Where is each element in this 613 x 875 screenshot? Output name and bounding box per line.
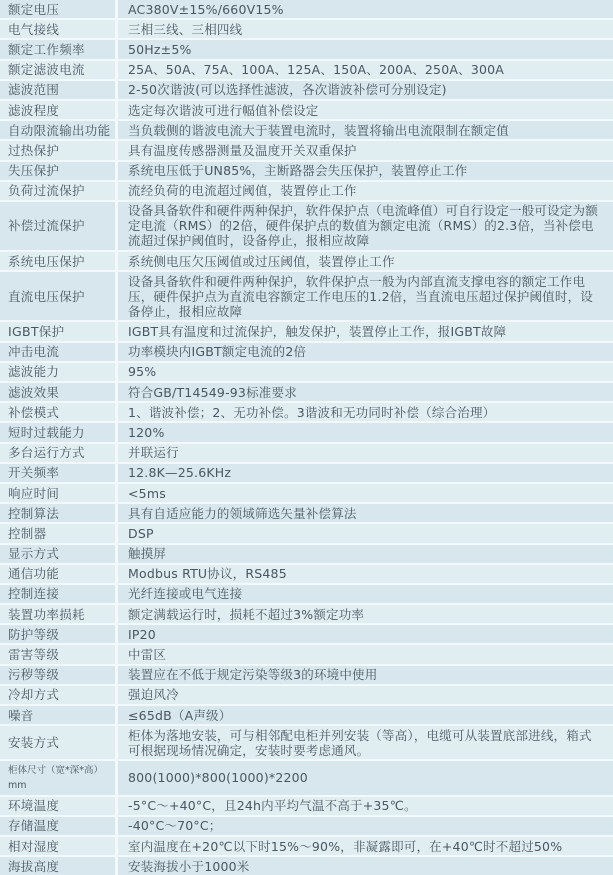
param-value: 当负载侧的谐波电流大于装置电流时，装置将输出电流限制在额定值 bbox=[128, 122, 510, 138]
table-row bbox=[0, 605, 613, 625]
param-value: DSP bbox=[128, 525, 154, 541]
param-value: 2-50次谐波(可以选择性滤波，各次谐波补偿可分别设定) bbox=[128, 82, 447, 98]
param-label: 失压保护 bbox=[0, 162, 118, 180]
param-value: IP20 bbox=[128, 626, 156, 642]
param-label: 系统电压保护 bbox=[0, 252, 118, 270]
param-label: 存储温度 bbox=[0, 817, 118, 835]
param-value: 室内温度在+20℃以下时15%～90%，非凝露即可，在+40℃时不超过50% bbox=[128, 838, 563, 854]
param-label: IGBT保护 bbox=[0, 322, 118, 340]
param-value: 安装海拔小于1000米 bbox=[128, 858, 250, 874]
param-label: 环境温度 bbox=[0, 797, 118, 815]
param-value: 强迫风冷 bbox=[128, 687, 179, 703]
param-label: 负荷过流保护 bbox=[0, 182, 118, 200]
param-value: 符合GB/T14549-93标准要求 bbox=[128, 384, 297, 400]
table-row bbox=[0, 0, 613, 20]
table-row bbox=[0, 141, 613, 161]
param-label: 控制算法 bbox=[0, 504, 118, 522]
param-value: 功率模块内IGBT额定电流的2倍 bbox=[128, 344, 307, 360]
param-label: 额定滤波电流 bbox=[0, 61, 118, 79]
param-label: 滤波能力 bbox=[0, 363, 118, 381]
param-label: 过热保护 bbox=[0, 141, 118, 159]
table-row bbox=[0, 383, 613, 403]
table-row bbox=[0, 686, 613, 706]
table-row bbox=[0, 343, 613, 363]
param-label: 多台运行方式 bbox=[0, 444, 118, 462]
table-row bbox=[0, 837, 613, 857]
param-value: 25A、50A、75A、100A、125A、150A、200A、250A、300A bbox=[128, 62, 505, 78]
table-row bbox=[0, 817, 613, 837]
param-label: 短时过载能力 bbox=[0, 423, 118, 441]
param-label: 控制连接 bbox=[0, 585, 118, 603]
param-value: 三相三线、三相四线 bbox=[128, 21, 243, 37]
table-row bbox=[0, 726, 613, 761]
param-label: 相对湿度 bbox=[0, 837, 118, 855]
param-label: 冲击电流 bbox=[0, 343, 118, 361]
param-value: IGBT具有温度和过流保护，触发保护，装置停止工作，报IGBT故障 bbox=[128, 324, 507, 340]
table-row bbox=[0, 524, 613, 544]
table-row bbox=[0, 545, 613, 565]
param-label: 污秽等级 bbox=[0, 666, 118, 684]
param-label: 滤波范围 bbox=[0, 81, 118, 99]
param-label: 补偿模式 bbox=[0, 403, 118, 421]
param-label: 补偿过流保护 bbox=[0, 202, 118, 250]
param-label: 柜体尺寸（宽*深*高）mm bbox=[0, 761, 118, 794]
param-label: 噪音 bbox=[0, 706, 118, 724]
param-label: 滤波效果 bbox=[0, 383, 118, 401]
param-value: 触摸屏 bbox=[128, 546, 167, 562]
table-row bbox=[0, 706, 613, 726]
table-row bbox=[0, 322, 613, 342]
param-value: 中雷区 bbox=[128, 647, 167, 663]
table-row bbox=[0, 797, 613, 817]
param-value: 柜体为落地安装，可与相邻配电柜并列安装（等高），电缆可从装置底部进线，箱式可根据现场情况确定，安装时要考虑通风。 bbox=[128, 727, 592, 758]
param-label: 电气接线 bbox=[0, 20, 118, 38]
table-row bbox=[0, 504, 613, 524]
param-value: 额定满载运行时，损耗不超过3%额定功率 bbox=[128, 606, 365, 622]
param-label: 额定电压 bbox=[0, 0, 118, 18]
param-value: 设备具备软件和硬件两种保护，软件保护点一般为内部直流支撑电容的额定工作电压，硬件保护点为直流电容额定工作电压的1.2倍，当直流电压超过保护阈值时，设备停止，报相应故障 bbox=[128, 273, 593, 319]
param-value: 50Hz±5% bbox=[128, 41, 192, 57]
param-value: 具有自适应能力的领域筛选矢量补偿算法 bbox=[128, 505, 357, 521]
param-value: 95% bbox=[128, 364, 157, 380]
table-row bbox=[0, 40, 613, 60]
table-row bbox=[0, 363, 613, 383]
table-row bbox=[0, 645, 613, 665]
table-row bbox=[0, 182, 613, 202]
param-value: 800(1000)*800(1000)*2200 bbox=[128, 770, 308, 786]
table-row bbox=[0, 81, 613, 101]
table-row bbox=[0, 61, 613, 81]
table-row bbox=[0, 20, 613, 40]
param-label: 防护等级 bbox=[0, 625, 118, 643]
param-value: -5°C～+40°C，且24h内平均气温不高于+35℃。 bbox=[128, 798, 417, 814]
table-row bbox=[0, 162, 613, 182]
param-value: 并联运行 bbox=[128, 445, 179, 461]
param-value: Modbus RTU协议，RS485 bbox=[128, 566, 287, 582]
param-value: 选定每次谐波可进行幅值补偿设定 bbox=[128, 102, 319, 118]
table-row bbox=[0, 423, 613, 443]
param-value: 流经负荷的电流超过阈值，装置停止工作 bbox=[128, 183, 357, 199]
param-value: <5ms bbox=[128, 485, 166, 501]
param-value: 具有温度传感器测量及温度开关双重保护 bbox=[128, 142, 357, 158]
param-value: 光纤连接或电气连接 bbox=[128, 586, 243, 602]
param-label: 安装方式 bbox=[0, 726, 118, 759]
table-row bbox=[0, 585, 613, 605]
param-label: 响应时间 bbox=[0, 484, 118, 502]
param-value: 120% bbox=[128, 424, 165, 440]
table-row bbox=[0, 625, 613, 645]
param-value: AC380V±15%/660V15% bbox=[128, 1, 284, 17]
table-row bbox=[0, 484, 613, 504]
table-row bbox=[0, 666, 613, 686]
param-label: 雷害等级 bbox=[0, 645, 118, 663]
param-label: 控制器 bbox=[0, 524, 118, 542]
param-label: 额定工作频率 bbox=[0, 40, 118, 58]
param-label: 冷却方式 bbox=[0, 686, 118, 704]
param-value: 12.8K—25.6KHz bbox=[128, 465, 232, 481]
param-label: 显示方式 bbox=[0, 545, 118, 563]
table-row bbox=[0, 403, 613, 423]
table-row bbox=[0, 121, 613, 141]
table-row bbox=[0, 857, 613, 875]
param-value: 装置应在不低于规定污染等级3的环境中使用 bbox=[128, 667, 378, 683]
table-row bbox=[0, 464, 613, 484]
table-row bbox=[0, 202, 613, 252]
param-value: 设备具备软件和硬件两种保护，软件保护点（电流峰值）可自行设定一般可设定为额定电流（RMS）的2倍，硬件保护点的数值为额定电流（RMS）的2.3倍，当补偿电流超过保护阈值时，设备停止，报相应故障 bbox=[128, 203, 598, 249]
param-value: 系统侧电压欠压阈值或过压阈值，装置停止工作 bbox=[128, 253, 395, 269]
param-value: 1、谐波补偿；2、无功补偿。3谐波和无功同时补偿（综合治理） bbox=[128, 404, 496, 420]
table-row bbox=[0, 101, 613, 121]
table-row bbox=[0, 444, 613, 464]
param-label: 直流电压保护 bbox=[0, 272, 118, 320]
param-label: 装置功率损耗 bbox=[0, 605, 118, 623]
param-label: 海拔高度 bbox=[0, 857, 118, 875]
table-row bbox=[0, 565, 613, 585]
table-row bbox=[0, 761, 613, 796]
table-row bbox=[0, 252, 613, 272]
param-value: 系统电压低于UN85%，主断路器会失压保护，装置停止工作 bbox=[128, 163, 468, 179]
table-row bbox=[0, 272, 613, 322]
param-value: ≤65dB（A声级） bbox=[128, 707, 232, 723]
param-label: 自动限流输出功能 bbox=[0, 121, 118, 139]
param-label: 通信功能 bbox=[0, 565, 118, 583]
param-label: 滤波程度 bbox=[0, 101, 118, 119]
param-label: 开关频率 bbox=[0, 464, 118, 482]
param-value: -40°C～70°C； bbox=[128, 818, 222, 834]
